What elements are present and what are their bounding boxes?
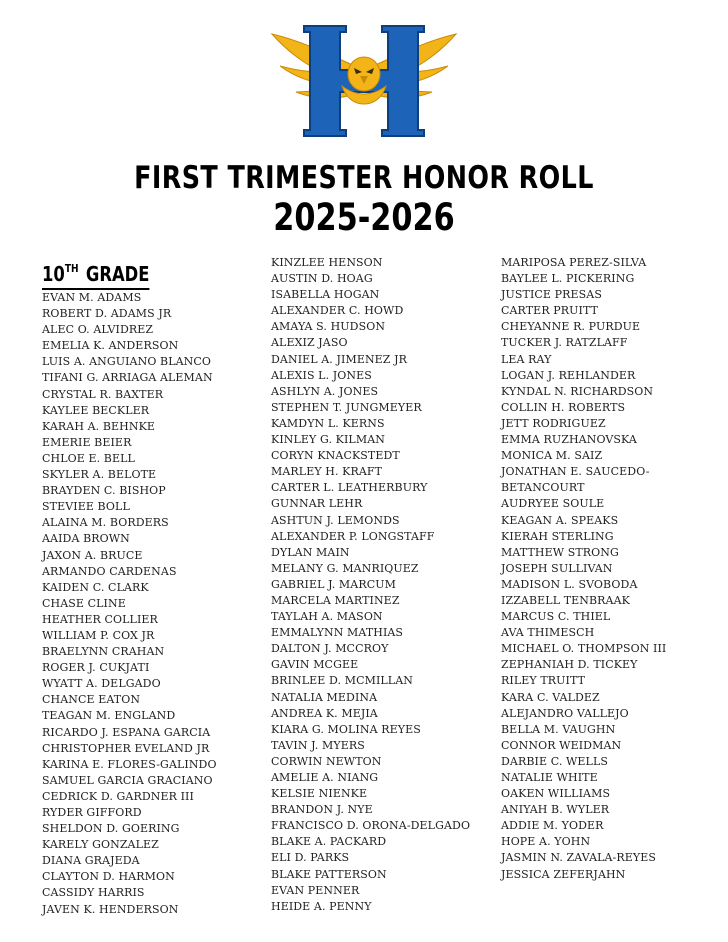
student-name: MARIPOSA PEREZ-SILVA	[501, 256, 647, 269]
student-name: TIFANI G. ARRIAGA ALEMAN	[42, 371, 213, 385]
student-name: JAXON A. BRUCE	[42, 548, 143, 562]
student-name: BRINLEE D. MCMILLAN	[271, 674, 413, 688]
student-name: EVAN PENNER	[271, 883, 360, 897]
student-name: AMELIE A. NIANG	[271, 771, 379, 784]
student-name: BLAKE PATTERSON	[271, 867, 387, 881]
student-name: MARCELA MARTINEZ	[271, 593, 400, 607]
student-name: CHRISTOPHER EVELAND JR	[42, 741, 210, 755]
student-name: CHEYANNE R. PURDUE	[501, 320, 641, 334]
student-name: ISABELLA HOGAN	[271, 288, 380, 302]
student-name: MELANY G. MANRIQUEZ	[271, 561, 419, 575]
student-name: STEVIEE BOLL	[42, 500, 130, 514]
student-name: CASSIDY HARRIS	[42, 886, 145, 900]
student-name: MONICA M. SAIZ	[501, 449, 603, 463]
name-column-1	[42, 290, 217, 918]
student-name: KEAGAN A. SPEAKS	[501, 513, 619, 527]
student-name: NATALIE WHITE	[501, 771, 598, 784]
student-name: TUCKER J. RATZLAFF	[501, 336, 628, 350]
school-h-logo	[266, 20, 462, 140]
student-name: KARINA E. FLORES-GALINDO	[42, 757, 217, 771]
student-name: AVA THIMESCH	[501, 626, 595, 640]
student-name: CONNOR WEIDMAN	[501, 738, 622, 752]
student-name: BRAYDEN C. BISHOP	[42, 484, 166, 498]
student-name: KINLEY G. KILMAN	[271, 433, 385, 447]
student-name: ALAINA M. BORDERS	[42, 516, 169, 530]
student-name: KARA C. VALDEZ	[501, 690, 600, 704]
student-name: AMAYA S. HUDSON	[271, 320, 386, 334]
student-name: DARBIE C. WELLS	[501, 754, 608, 768]
student-name: CARTER PRUITT	[501, 304, 599, 318]
grade-heading	[42, 256, 149, 290]
student-name: DIANA GRAJEDA	[42, 854, 140, 868]
student-name: KARAH A. BEHNKE	[42, 419, 156, 433]
student-name: KAYLEE BECKLER	[42, 403, 150, 417]
student-name: JESSICA ZEFERJAHN	[501, 867, 626, 881]
student-name: LEA RAY	[501, 352, 552, 366]
student-name: RILEY TRUITT	[501, 674, 586, 688]
grade-number: 10	[42, 262, 65, 286]
student-name: STEPHEN T. JUNGMEYER	[271, 400, 422, 414]
student-name: DALTON J. MCCROY	[271, 642, 389, 656]
student-name: BAYLEE L. PICKERING	[501, 272, 635, 286]
student-name: ANDREA K. MEJIA	[271, 706, 378, 720]
grade-suffix: TH	[64, 262, 79, 275]
student-name: ROBERT D. ADAMS JR	[42, 307, 172, 321]
student-name: JOSEPH SULLIVAN	[501, 561, 613, 575]
student-name: NATALIA MEDINA	[271, 690, 378, 704]
student-name: ARMANDO CARDENAS	[42, 564, 177, 578]
student-name: WILLIAM P. COX JR	[42, 628, 155, 642]
student-name: ADDIE M. YODER	[501, 819, 604, 833]
student-name: HEATHER COLLIER	[42, 612, 158, 626]
student-name: ALEC O. ALVIDREZ	[42, 323, 154, 337]
student-name: AUDRYEE SOULE	[501, 497, 605, 511]
student-name: MARLEY H. KRAFT	[271, 465, 383, 479]
grade-label: GRADE	[85, 262, 150, 286]
student-name: LOGAN J. REHLANDER	[501, 368, 636, 382]
student-name: TAVIN J. MYERS	[271, 738, 365, 752]
student-name: ALEXIZ JASO	[271, 336, 348, 350]
student-name: FRANCISCO D. ORONA-DELGADO	[271, 819, 471, 833]
student-name: JETT RODRIGUEZ	[501, 416, 606, 430]
name-column-2	[271, 255, 470, 915]
student-name: CEDRICK D. GARDNER III	[42, 789, 194, 803]
student-name: MICHAEL O. THOMPSON III	[501, 642, 667, 656]
student-name: ANIYAH B. WYLER	[501, 803, 610, 817]
student-name: ALEXIS L. JONES	[271, 368, 372, 382]
student-name: MATTHEW STRONG	[501, 545, 619, 559]
student-name: RYDER GIFFORD	[42, 806, 142, 819]
student-name: TAYLAH A. MASON	[271, 610, 383, 624]
student-name: KINZLEE HENSON	[271, 256, 383, 269]
student-name: EVAN M. ADAMS	[42, 291, 142, 304]
student-name: BLAKE A. PACKARD	[271, 835, 387, 849]
student-name: BRANDON J. NYE	[271, 803, 373, 817]
student-name: WYATT A. DELGADO	[42, 677, 161, 691]
student-name: ROGER J. CUKJATI	[42, 661, 150, 675]
student-name: ZEPHANIAH D. TICKEY	[501, 658, 638, 672]
student-name: DYLAN MAIN	[271, 545, 350, 559]
student-name: JUSTICE PRESAS	[501, 288, 602, 302]
student-name: BELLA M. VAUGHN	[501, 722, 616, 736]
student-name: ALEXANDER C. HOWD	[271, 304, 404, 318]
student-name: CARTER L. LEATHERBURY	[271, 481, 428, 495]
student-name: AAIDA BROWN	[42, 532, 130, 546]
school-year: 2025-2026	[273, 196, 455, 239]
student-name: ALEXANDER P. LONGSTAFF	[271, 529, 435, 543]
student-name: TEAGAN M. ENGLAND	[42, 709, 176, 723]
student-name: JASMIN N. ZAVALA-REYES	[501, 851, 657, 865]
student-name: SHELDON D. GOERING	[42, 822, 180, 836]
student-name: JONATHAN E. SAUCEDO-	[501, 465, 650, 479]
student-name: KYNDAL N. RICHARDSON	[501, 384, 654, 398]
student-name: CHLOE E. BELL	[42, 451, 135, 465]
student-name: ELI D. PARKS	[271, 851, 350, 865]
student-name: EMMA RUZHANOVSKA	[501, 433, 637, 447]
student-name: KAMDYN L. KERNS	[271, 416, 385, 430]
student-name: EMMALYNN MATHIAS	[271, 626, 404, 640]
student-name: CRYSTAL R. BAXTER	[42, 387, 164, 401]
student-name: RICARDO J. ESPANA GARCIA	[42, 725, 211, 739]
name-column-3	[501, 255, 666, 883]
student-name: SAMUEL GARCIA GRACIANO	[42, 773, 213, 787]
student-name: GAVIN MCGEE	[271, 658, 359, 672]
student-name: MADISON L. SVOBODA	[501, 577, 638, 591]
student-name: HOPE A. YOHN	[501, 835, 591, 849]
student-name: KIERAH STERLING	[501, 529, 614, 543]
student-name: COLLIN H. ROBERTS	[501, 400, 626, 414]
student-name: KARELY GONZALEZ	[42, 838, 159, 852]
student-name: HEIDE A. PENNY	[271, 899, 372, 913]
student-name: CORWIN NEWTON	[271, 754, 382, 768]
student-name: SKYLER A. BELOTE	[42, 468, 157, 482]
page-title: FIRST TRIMESTER HONOR ROLL	[134, 160, 594, 196]
student-name: ALEJANDRO VALLEJO	[501, 706, 629, 720]
student-name: EMERIE BEIER	[42, 435, 132, 449]
student-name: KELSIE NIENKE	[271, 787, 368, 801]
student-name: AUSTIN D. HOAG	[271, 272, 373, 286]
student-name: CLAYTON D. HARMON	[42, 870, 175, 884]
student-name: OAKEN WILLIAMS	[501, 787, 611, 801]
student-name: IZZABELL TENBRAAK	[501, 593, 630, 607]
student-name: ASHLYN A. JONES	[271, 384, 379, 398]
student-name: KIARA G. MOLINA REYES	[271, 722, 421, 736]
student-name: GABRIEL J. MARCUM	[271, 577, 396, 591]
student-name: BETANCOURT	[501, 481, 585, 495]
student-name: CHASE CLINE	[42, 596, 126, 610]
student-name: ASHTUN J. LEMONDS	[271, 513, 400, 527]
student-name: CHANCE EATON	[42, 693, 141, 707]
student-name: DANIEL A. JIMENEZ JR	[271, 352, 408, 366]
student-name: LUIS A. ANGUIANO BLANCO	[42, 355, 212, 369]
student-name: CORYN KNACKSTEDT	[271, 449, 400, 463]
student-name: GUNNAR LEHR	[271, 497, 363, 511]
student-name: BRAELYNN CRAHAN	[42, 645, 165, 659]
student-name: MARCUS C. THIEL	[501, 610, 611, 624]
student-name: KAIDEN C. CLARK	[42, 580, 149, 594]
student-name: JAVEN K. HENDERSON	[42, 902, 179, 916]
student-name: EMELIA K. ANDERSON	[42, 339, 179, 353]
